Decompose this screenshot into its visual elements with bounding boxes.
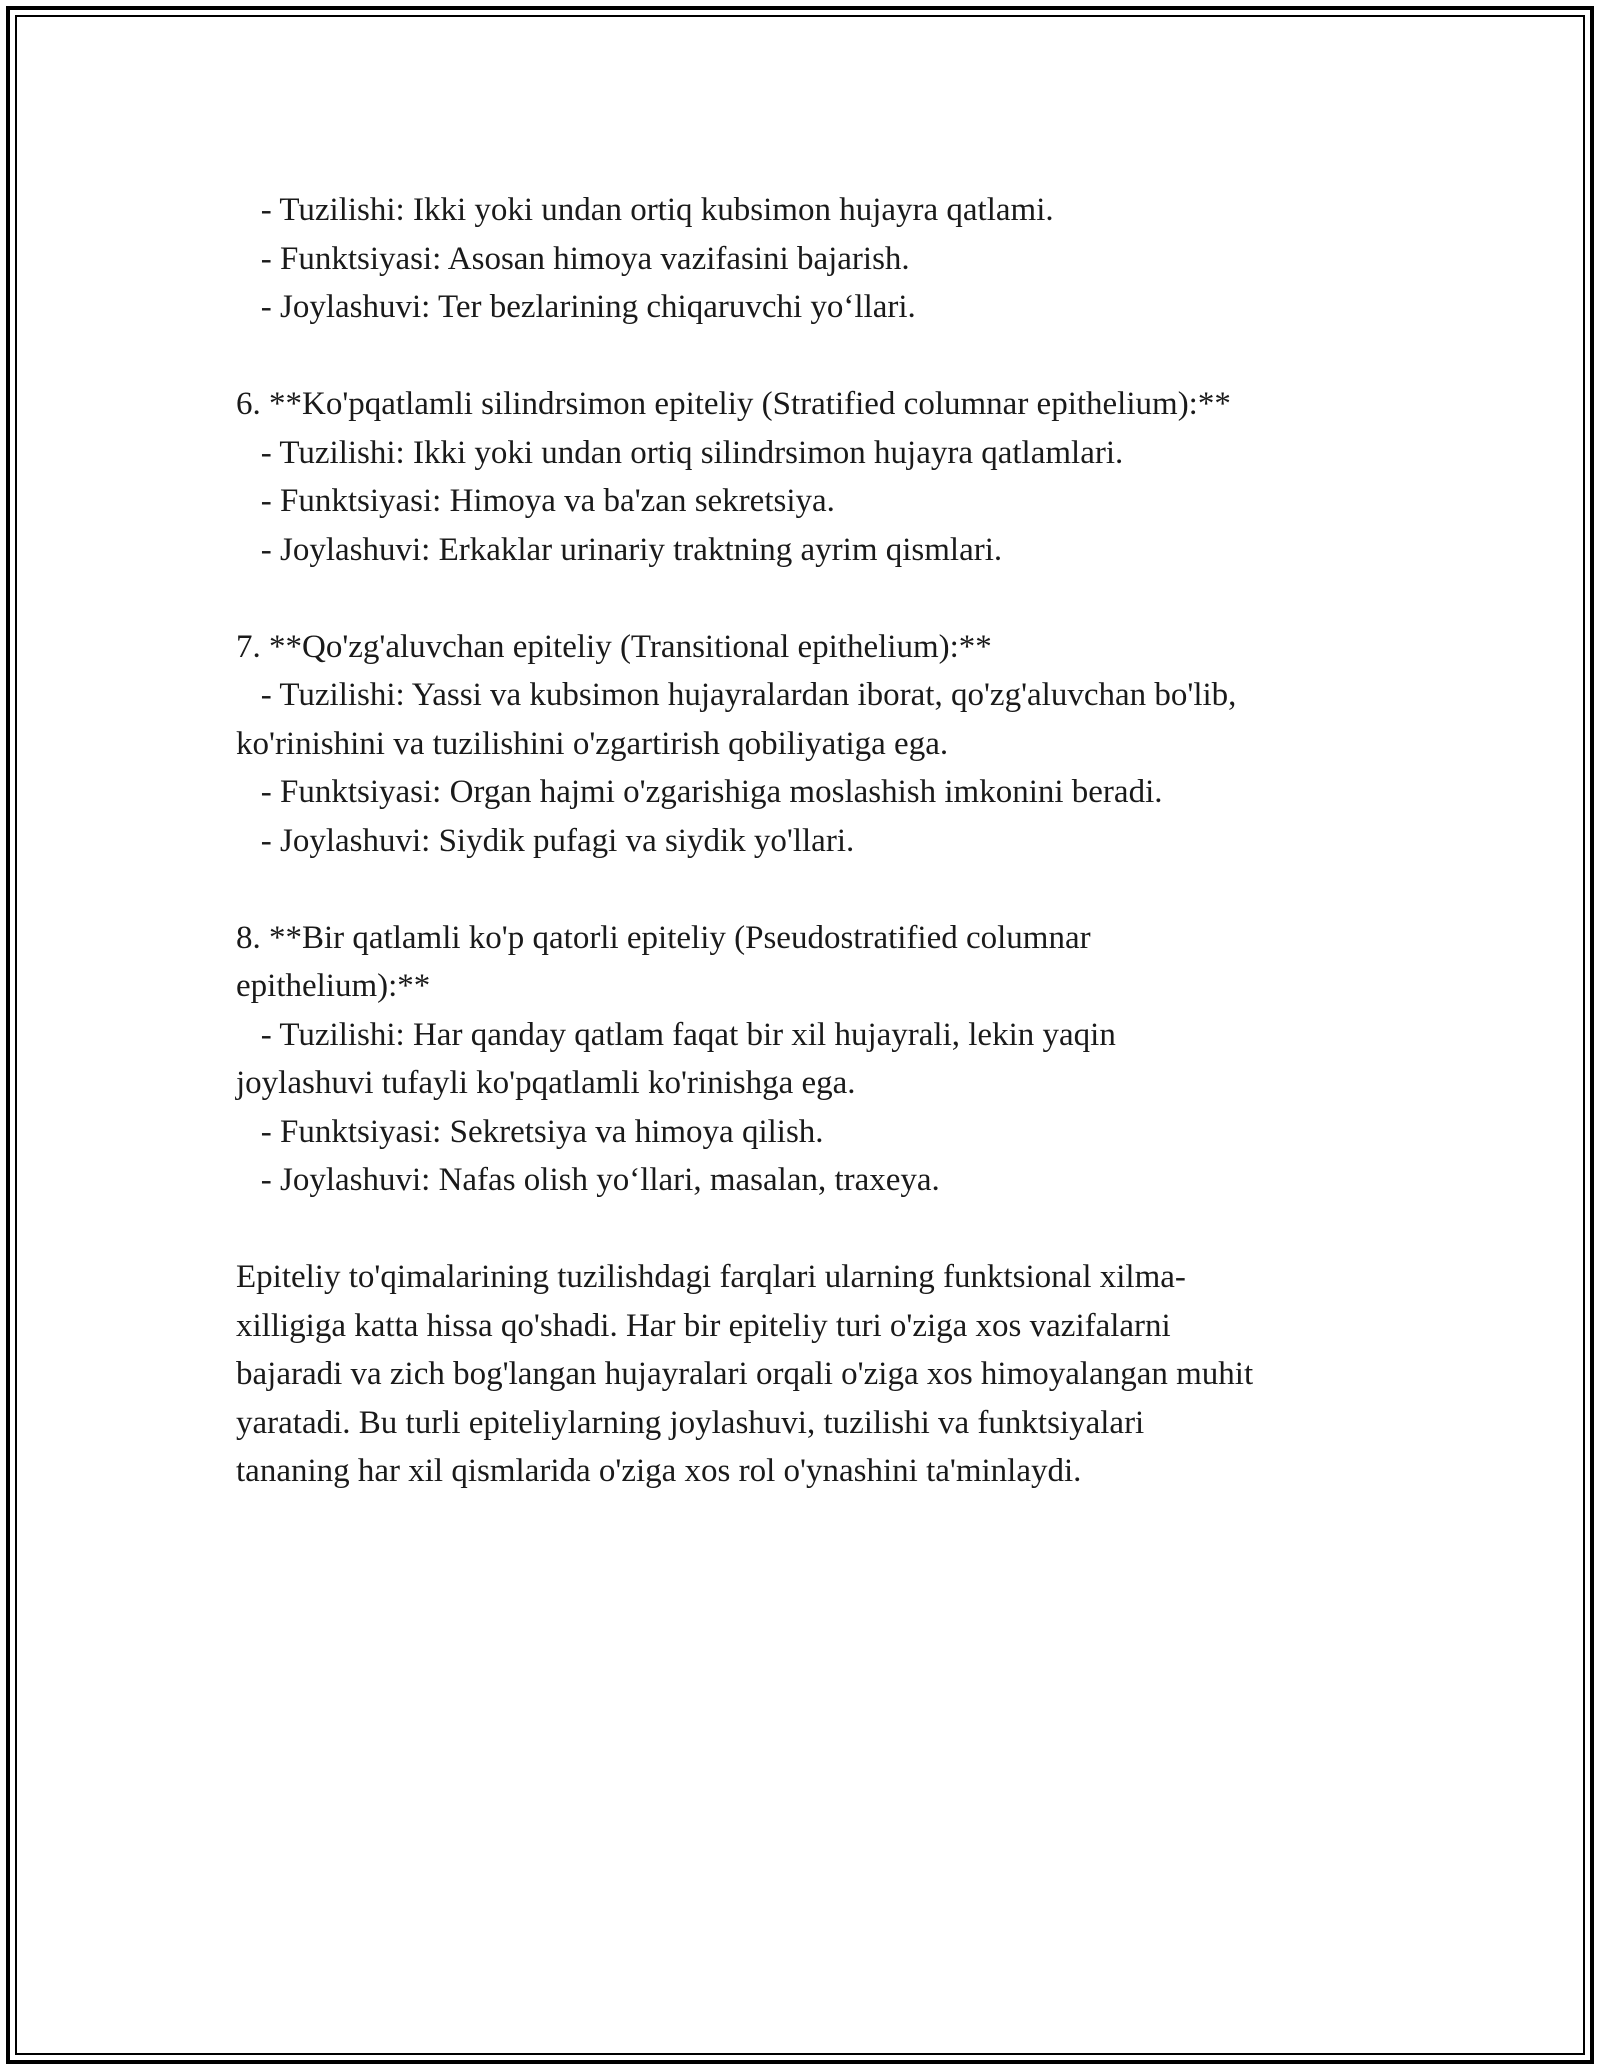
paragraph-gap xyxy=(236,574,1386,623)
section6-heading: 6. **Ko'pqatlamli silindrsimon epiteliy (Stratified columnar epithelium):** xyxy=(236,386,1231,422)
section6-location-item: - Joylashuvi: Erkaklar urinariy traktning ayrim qismlari. xyxy=(236,531,1003,568)
section6-structure-item: - Tuzilishi: Ikki yoki undan ortiq silindrsimon hujayra qatlamlari. xyxy=(236,434,1124,471)
section8-structure-item: - Tuzilishi: Har qanday qatlam faqat bir xil hujayrali, lekin yaqin xyxy=(236,1016,1116,1053)
section5-function-item: - Funktsiyasi: Asosan himoya vazifasini bajarish. xyxy=(236,240,910,277)
section8-structure-item-continued: joylashuvi tufayli ko'pqatlamli ko'rinishga ega. xyxy=(236,1065,856,1101)
section8-heading-continued: epithelium):** xyxy=(236,968,431,1004)
conclusion-line: bajaradi va zich bog'langan hujayralari orqali o'ziga xos himoyalangan muhit xyxy=(236,1356,1254,1392)
section8-location-item: - Joylashuvi: Nafas olish yo‘llari, masalan, traxeya. xyxy=(236,1162,940,1198)
conclusion-line: tananing har xil qismlarida o'ziga xos rol o'ynashini ta'minlaydi. xyxy=(236,1453,1082,1489)
section8-function-item: - Funktsiyasi: Sekretsiya va himoya qilish. xyxy=(236,1113,824,1150)
paragraph-gap xyxy=(236,1205,1386,1254)
section8-heading: 8. **Bir qatlamli ko'p qatorli epiteliy (Pseudostratified columnar xyxy=(236,919,1091,956)
conclusion-line: xilligiga katta hissa qo'shadi. Har bir epiteliy turi o'ziga xos vazifalarni xyxy=(236,1307,1171,1344)
section5-location-item: - Joylashuvi: Ter bezlarining chiqaruvchi yo‘llari. xyxy=(236,289,916,325)
section7-location-item: - Joylashuvi: Siydik pufagi va siydik yo'llari. xyxy=(236,822,855,859)
section7-structure-item-continued: ko'rinishini va tuzilishini o'zgartirish qobiliyatiga ega. xyxy=(236,725,949,762)
paragraph-gap xyxy=(236,865,1386,914)
section5-structure-item: - Tuzilishi: Ikki yoki undan ortiq kubsimon hujayra qatlami. xyxy=(236,192,1054,228)
section7-heading: 7. **Qo'zg'aluvchan epiteliy (Transitional epithelium):** xyxy=(236,628,992,665)
conclusion-line: Epiteliy to'qimalarining tuzilishdagi farqlari ularning funktsional xilma- xyxy=(236,1259,1186,1295)
document-body xyxy=(236,186,1386,1496)
conclusion-line: yaratadi. Bu turli epiteliylarning joylashuvi, tuzilishi va funktsiyalari xyxy=(236,1404,1145,1441)
section7-function-item: - Funktsiyasi: Organ hajmi o'zgarishiga moslashish imkonini beradi. xyxy=(236,774,1163,810)
section6-function-item: - Funktsiyasi: Himoya va ba'zan sekretsiya. xyxy=(236,483,835,519)
paragraph-gap xyxy=(236,332,1386,381)
section7-structure-item: - Tuzilishi: Yassi va kubsimon hujayralardan iborat, qo'zg'aluvchan bo'lib, xyxy=(236,677,1237,713)
